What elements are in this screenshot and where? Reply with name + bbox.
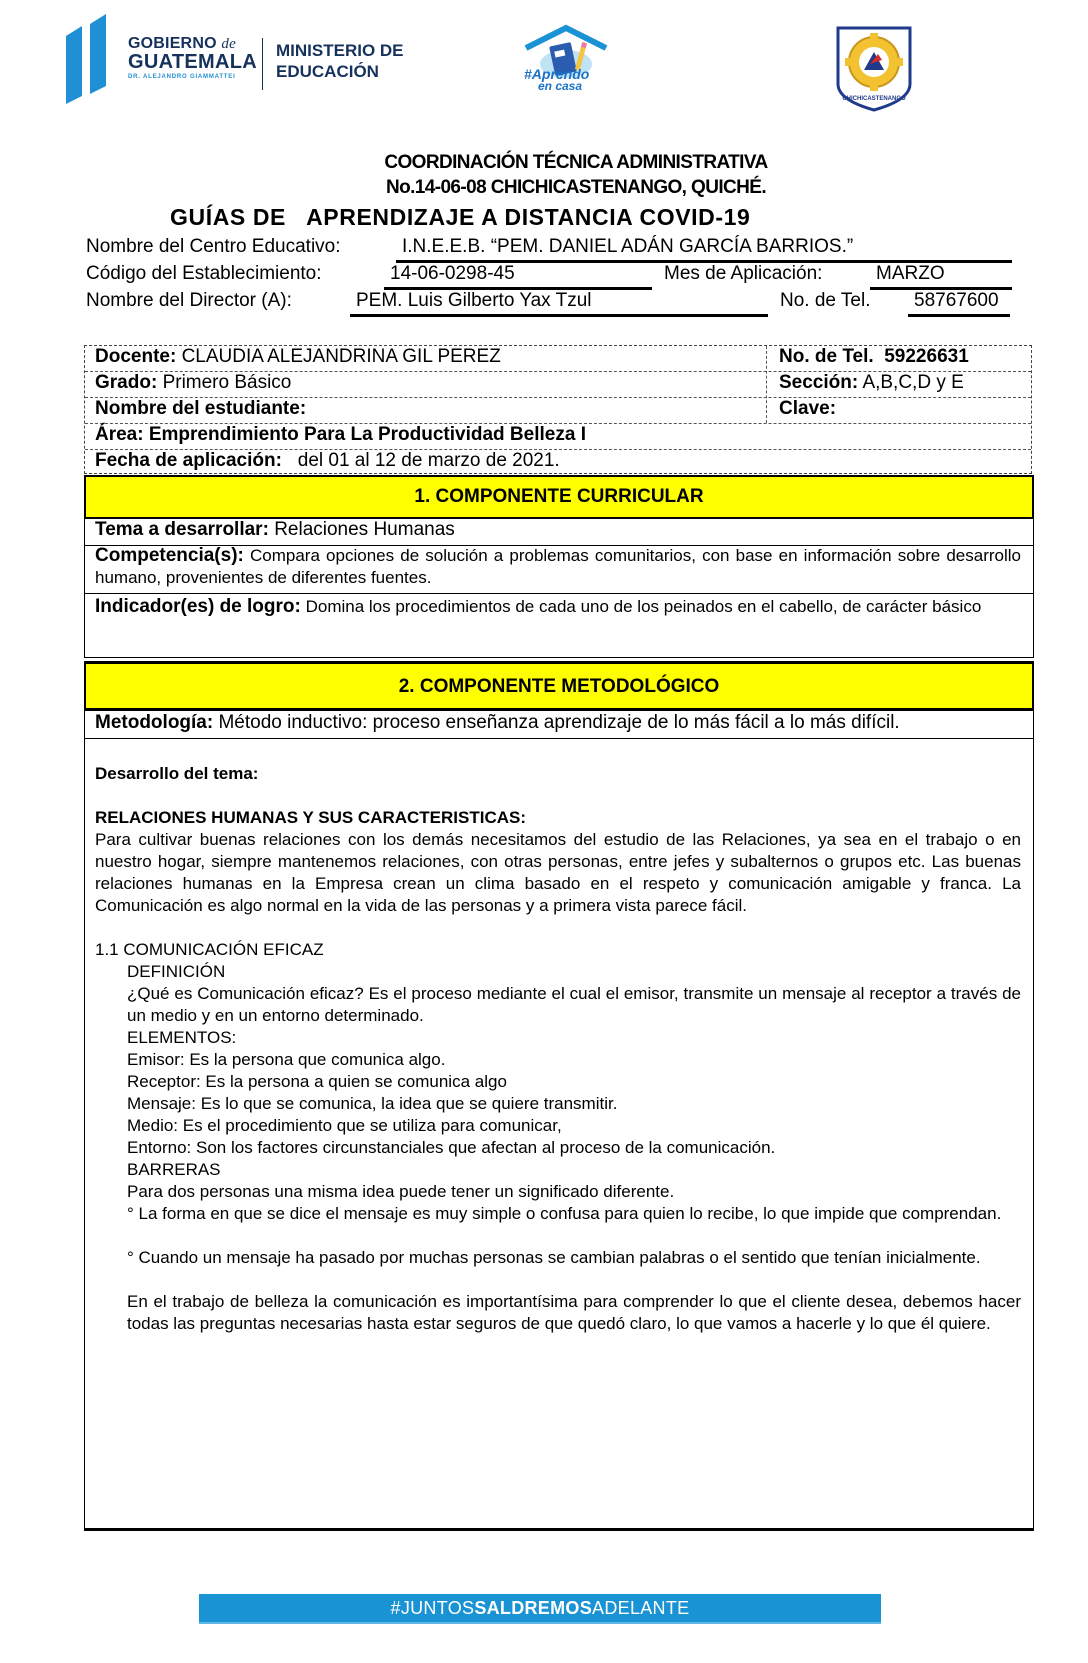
closing-paragraph: En el trabajo de belleza la comunicación es importantísima para comprender lo que el cliente desea, debemos hacer todas las preguntas necesarias hasta estar seguros de que quedó claro, lo que vamos a hacerle y lo que él quiere.	[127, 1292, 1021, 1333]
gobierno-text: GOBIERNO de GUATEMALA DR. ALEJANDRO GIAMMATTEI	[128, 35, 257, 80]
componente-curricular-header: 1. COMPONENTE CURRICULAR	[84, 475, 1034, 519]
elemento-item: Receptor: Es la persona a quien se comunica algo	[127, 1072, 507, 1091]
barrera-item: ° La forma en que se dice el mensaje es muy simple o confusa para quien lo recibe, lo que impide que comprendan.	[127, 1204, 1002, 1223]
grado-row: Grado: Primero Básico Sección: A,B,C,D y E	[85, 371, 1031, 397]
aprendo-en-casa-logo	[522, 24, 610, 100]
teacher-info-table	[84, 345, 1032, 474]
componente-curricular-box	[84, 519, 1034, 658]
juntos-saldremos-banner: #JUNTOSSALDREMOSADELANTE	[199, 1594, 881, 1624]
estudiante-row	[85, 397, 1031, 423]
aprendo-text: #Aprendo en casa	[524, 66, 590, 93]
school-shield-gear-icon	[834, 24, 914, 112]
fecha-row: Fecha de aplicación: del 01 al 12 de marzo de 2021.	[85, 449, 1031, 475]
elementos-title: ELEMENTOS:	[127, 1028, 237, 1047]
elemento-item: Mensaje: Es lo que se comunica, la idea que se quiere transmitir.	[127, 1094, 618, 1113]
competencia-value: Compara opciones de solución a problemas comunitarios, con base en información sobre desarrollo humano, provenientes de diferentes fuentes.	[95, 546, 1021, 587]
coordination-address: No.14-06-08 CHICHICASTENANGO, QUICHÉ.	[385, 177, 767, 198]
mes-value: MARZO	[870, 263, 1012, 290]
codigo-label: Código del Establecimiento:	[86, 263, 322, 284]
desarrollo-label: Desarrollo del tema:	[95, 764, 259, 783]
ministerio-text: MINISTERIO DE EDUCACIÓN	[276, 41, 404, 81]
definicion-title: DEFINICIÓN	[127, 962, 226, 981]
area-value: Emprendimiento Para La Productividad Belleza I	[148, 424, 586, 445]
area-row: Área: Emprendimiento Para La Productividad Belleza I	[85, 423, 1031, 449]
indicador-row: Indicador(es) de logro: Domina los procedimientos de cada uno de los peinados en el cabello, de carácter básico	[95, 596, 982, 617]
definicion-text: ¿Qué es Comunicación eficaz? Es el proceso mediante el cual el emisor, transmite un mensaje al receptor a través de un medio y en un entorno determinado.	[127, 984, 1021, 1025]
indicador-value: Domina los procedimientos de cada uno de los peinados en el cabello, de carácter básico	[305, 597, 982, 616]
logo-divider	[262, 38, 263, 90]
director-label: Nombre del Director (A):	[86, 290, 292, 311]
gobierno-guatemala-logo	[66, 14, 426, 104]
metodologia-box	[84, 711, 1034, 739]
tema-row: Tema a desarrollar: Relaciones Humanas	[95, 519, 455, 540]
competencia-row: Competencia(s): Compara opciones de solución a problemas comunitarios, con base en información sobre desarrollo humano, provenientes de diferentes fuentes.	[95, 545, 1021, 587]
director-value: PEM. Luis Gilberto Yax Tzul	[350, 290, 768, 317]
barreras-title: BARRERAS	[127, 1160, 221, 1179]
docente-tel-value: 59226631	[884, 346, 969, 367]
clave-label: Clave:	[779, 398, 837, 419]
docente-value: CLAUDIA ALEJANDRINA GIL PEREZ	[181, 346, 501, 367]
guide-title: GUÍAS DE APRENDIZAJE A DISTANCIA COVID-19	[170, 204, 751, 230]
metodologia-row: Metodología: Método inductivo: proceso enseñanza aprendizaje de lo más fácil a lo más difícil.	[95, 712, 900, 733]
fecha-value: del 01 al 12 de marzo de 2021.	[297, 450, 560, 471]
mes-label: Mes de Aplicación:	[664, 263, 823, 284]
centro-label: Nombre del Centro Educativo:	[86, 236, 341, 257]
intro-paragraph: Para cultivar buenas relaciones con los demás necesitamos del estudio de las Relaciones, ya sea en el trabajo o en nuestro hogar, siempre mantenemos relaciones, con otras personas, entre jefes y subalternos o grupos etc. Las buenas relaciones humanas en la Empresa crean un clima basado en el respeto y comunicación amigable y franca. La Comunicación es algo normal en la vida de las personas y a primera vista parece fácil.	[95, 830, 1021, 915]
estudiante-label: Nombre del estudiante:	[95, 398, 307, 419]
elemento-item: Entorno: Son los factores circunstanciales que afectan al proceso de la comunicación.	[127, 1138, 776, 1157]
tema-value: Relaciones Humanas	[274, 519, 455, 540]
tel-value: 58767600	[908, 290, 1010, 317]
barreras-intro: Para dos personas una misma idea puede tener un significado diferente.	[127, 1182, 675, 1201]
barrera-item: ° Cuando un mensaje ha pasado por muchas personas se cambian palabras o el sentido que tenían inicialmente.	[127, 1248, 981, 1267]
elemento-item: Emisor: Es la persona que comunica algo.	[127, 1050, 446, 1069]
section-title: RELACIONES HUMANAS Y SUS CARACTERISTICAS:	[95, 808, 527, 827]
desarrollo-box	[84, 739, 1034, 1531]
metodologia-value: Método inductivo: proceso enseñanza aprendizaje de lo más fácil a lo más difícil.	[218, 712, 900, 733]
coordination-title: COORDINACIÓN TÉCNICA ADMINISTRATIVA	[384, 152, 768, 173]
docente-row: Docente: CLAUDIA ALEJANDRINA GIL PEREZ No. de Tel. 59226631	[95, 346, 969, 367]
centro-value: I.N.E.E.B. “PEM. DANIEL ADÁN GARCÍA BARRIOS.”	[396, 236, 1012, 263]
tel-label: No. de Tel.	[780, 290, 871, 311]
componente-metodologico-header: 2. COMPONENTE METODOLÓGICO	[84, 661, 1034, 711]
elemento-item: Medio: Es el procedimiento que se utiliza para comunicar,	[127, 1116, 562, 1135]
svg-text:CHICHICASTENANGO: CHICHICASTENANGO	[842, 96, 906, 102]
codigo-value: 14-06-0298-45	[384, 263, 652, 290]
grado-value: Primero Básico	[162, 372, 292, 393]
school-crest-logo	[834, 24, 914, 112]
guatemala-flag-bars-icon	[66, 14, 116, 104]
subsection-title: 1.1 COMUNICACIÓN EFICAZ	[95, 940, 324, 959]
seccion-value: A,B,C,D y E	[862, 372, 964, 393]
